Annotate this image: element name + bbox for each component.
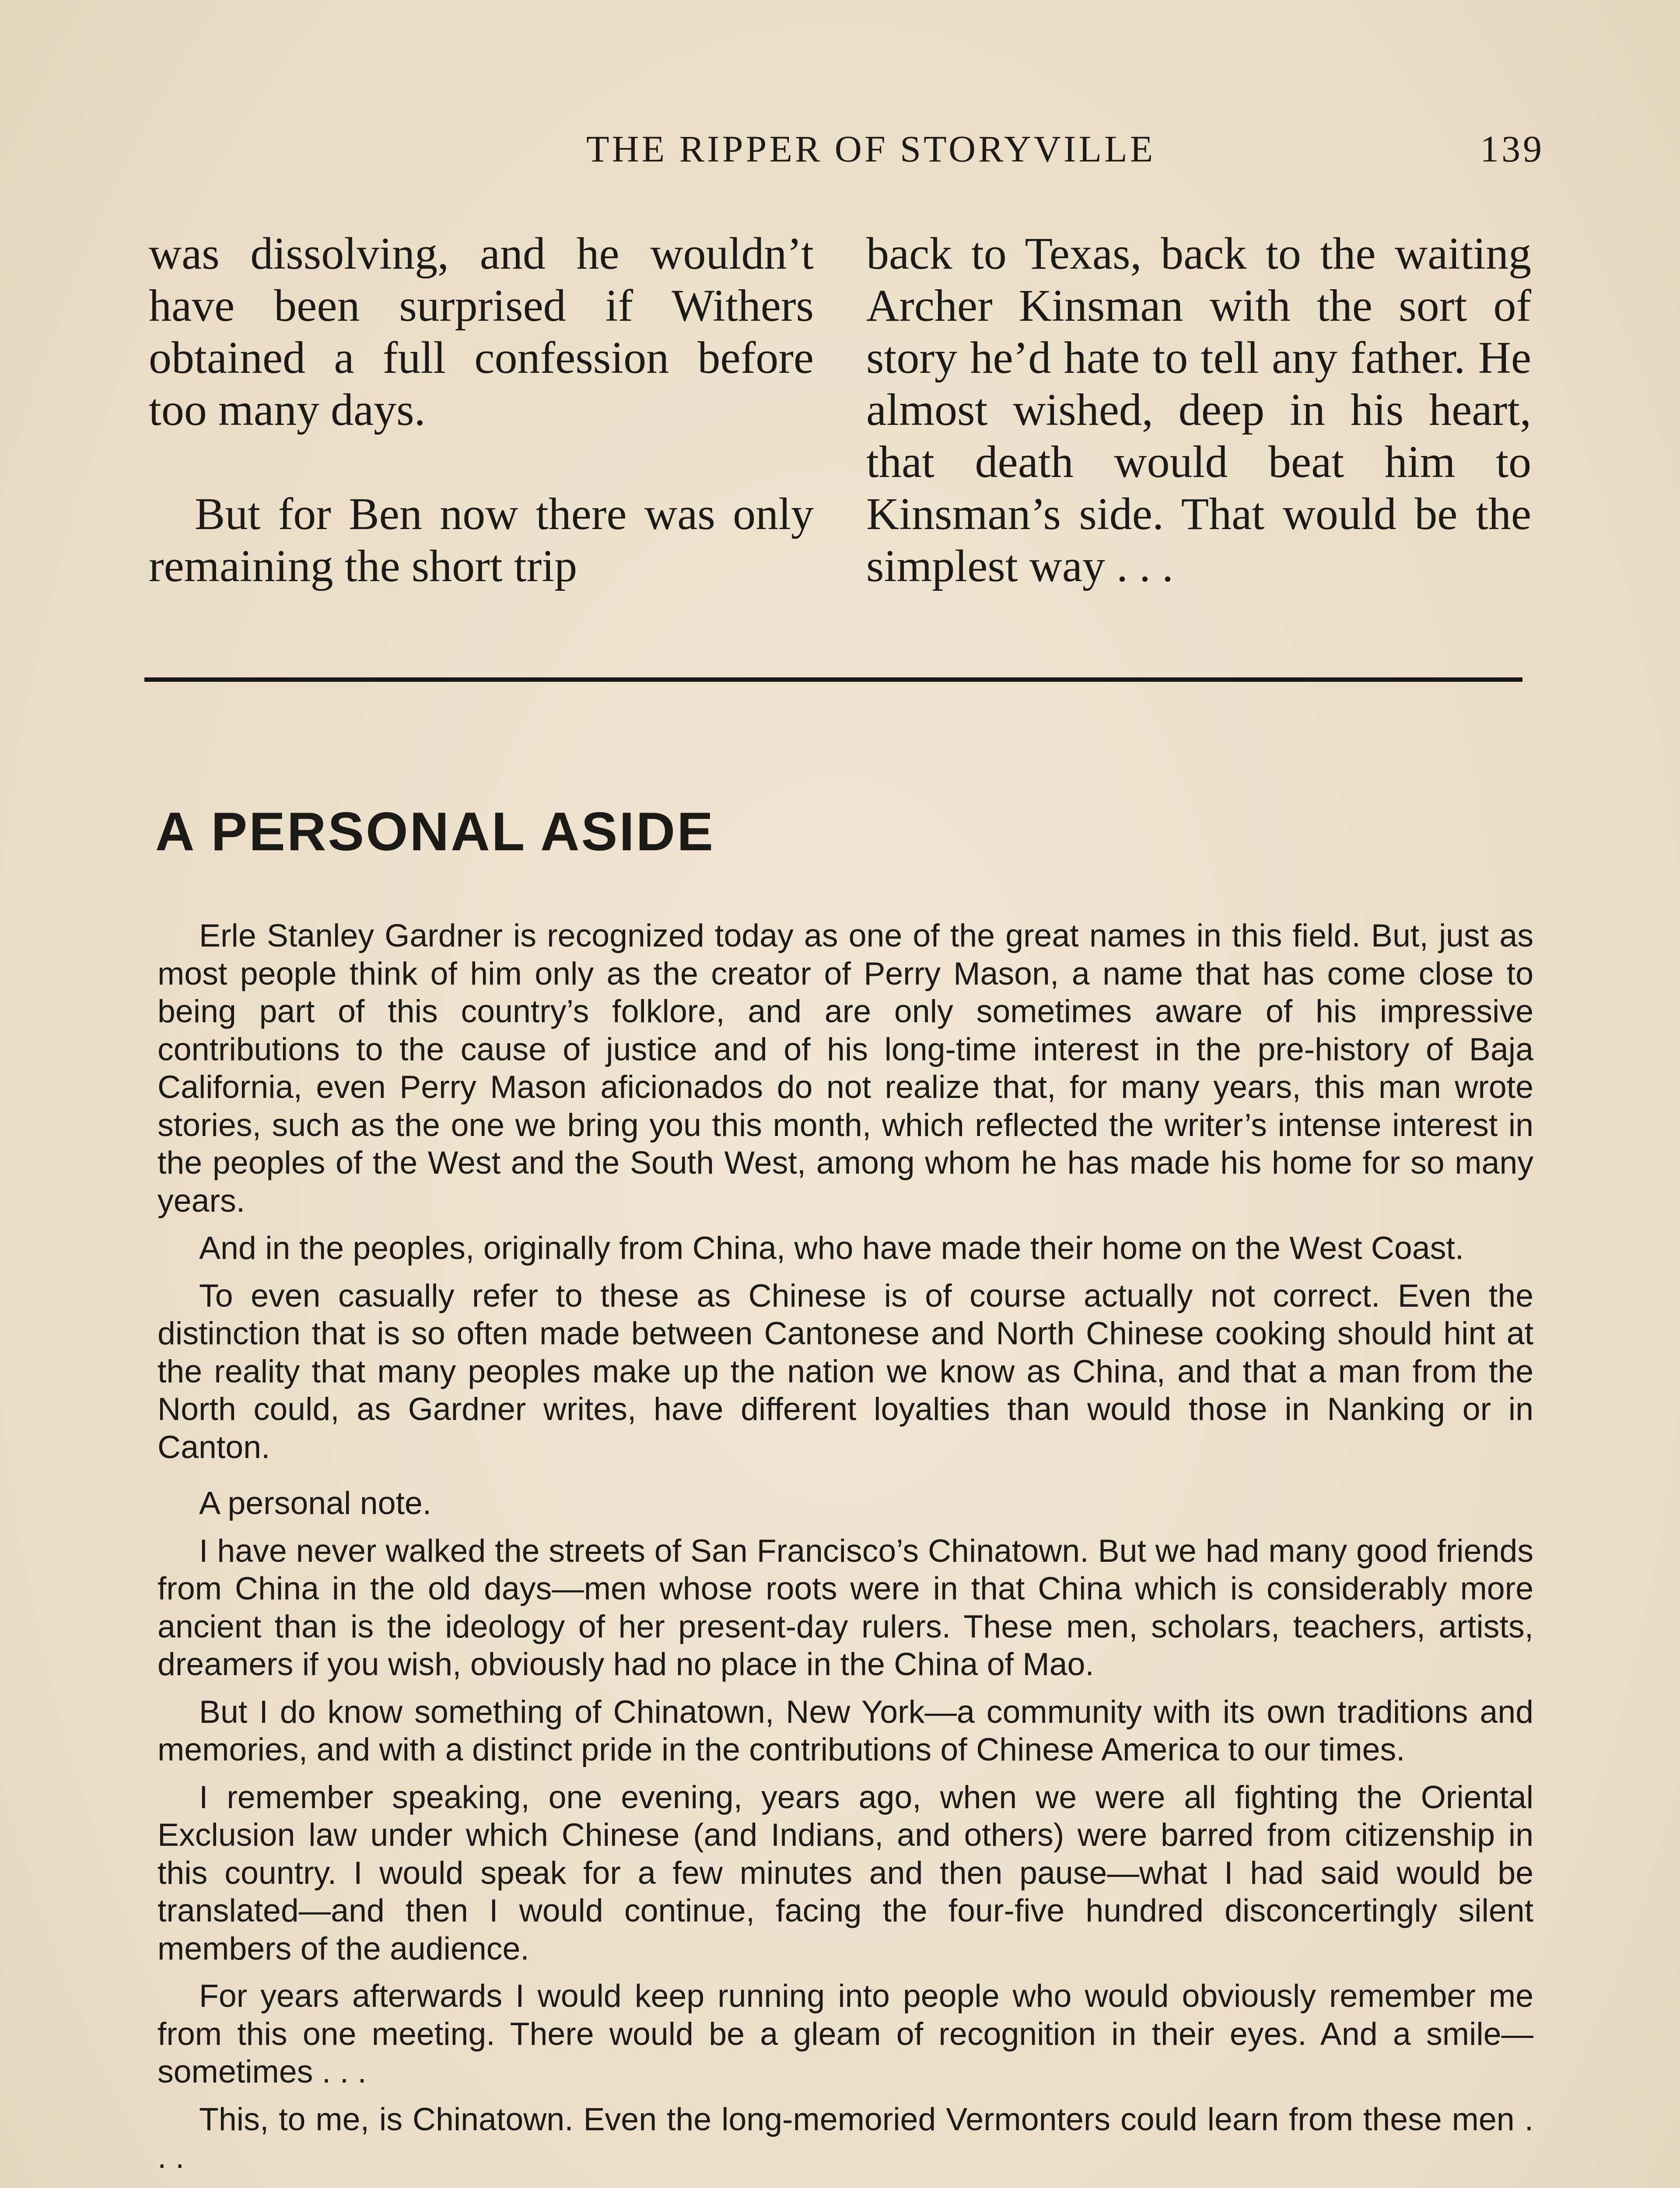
essay-paragraph: Erle Stanley Gardner is recognized today as one of the great names in this field. But, just as most people think of him only as the creator of Perry Mason, a name that has come close to being part of this country’s folklore, and are only sometimes aware of his impressive contributions to the cause of justice and of his long-time interest in the pre-history of Baja California, even Perry Mason aficionados do not realize that, for many years, this man wrote stories, such as the one we bring you this month, which reflected the writer’s intense interest in the peoples of the West and the South West, among whom he has made his home for so many years. (158, 917, 1533, 1219)
story-paragraph: But for Ben now there was only remaining the short trip (149, 489, 814, 591)
story-columns (149, 228, 1531, 621)
essay-body (158, 917, 1533, 2186)
essay-paragraph: I remember speaking, one evening, years ago, when we were all fighting the Oriental Exclusion law under which Chinese (and Indians, and others) were barred from citizenship in this country. I would speak for a few minutes and then pause—what I had said would be translated—and then I would continue, facing the four-five hundred disconcertingly silent members of the audience. (158, 1778, 1533, 1967)
page-number: 139 (1480, 128, 1544, 170)
section-heading: A PERSONAL ASIDE (155, 802, 715, 862)
essay-paragraph: But I do know something of Chinatown, New York—a community with its own traditions and memories, and with a distinct pride in the contributions of Chinese America to our times. (158, 1693, 1533, 1767)
essay-paragraph: This, to me, is Chinatown. Even the long-memoried Vermonters could learn from these men . . . (158, 2100, 1533, 2175)
essay-paragraph: And in the peoples, originally from China, who have made their home on the West Coast. (199, 1230, 1464, 1266)
story-paragraph: was dissolving, and he wouldn’t have been surprised if Withers obtained a full confession before too many days. (149, 228, 814, 435)
running-title: THE RIPPER OF STORYVILLE (586, 128, 1156, 170)
section-divider (144, 677, 1522, 682)
story-column-left (149, 228, 814, 592)
running-header (144, 127, 1544, 175)
essay-paragraph: To even casually refer to these as Chinese is of course actually not correct. Even the distinction that is so often made between Cantonese and North Chinese cooking should hint at the reality that many peoples make up the nation we know as China, and that a man from the North could, as Gardner writes, have different loyalties than would those in Nanking or in Canton. (158, 1277, 1533, 1465)
story-column-right (866, 228, 1531, 592)
story-paragraph: back to Texas, back to the waiting Archer Kinsman with the sort of story he’d hate to tell any father. He almost wished, deep in his heart, that death would beat him to Kinsman’s side. That would be the simplest way . . . (866, 228, 1531, 591)
essay-paragraph: For years afterwards I would keep running into people who would obviously remember me from this one meeting. There would be a gleam of recognition in their eyes. And a smile—sometimes . . . (158, 1978, 1533, 2090)
essay-paragraph: A personal note. (199, 1485, 432, 1521)
essay-paragraph: I have never walked the streets of San Francisco’s Chinatown. But we had many good friends from China in the old days—men whose roots were in that China which is considerably more ancient than is the ideology of her present-day rulers. These men, scholars, teachers, artists, dreamers if you wish, obviously had no place in the China of Mao. (158, 1532, 1533, 1682)
